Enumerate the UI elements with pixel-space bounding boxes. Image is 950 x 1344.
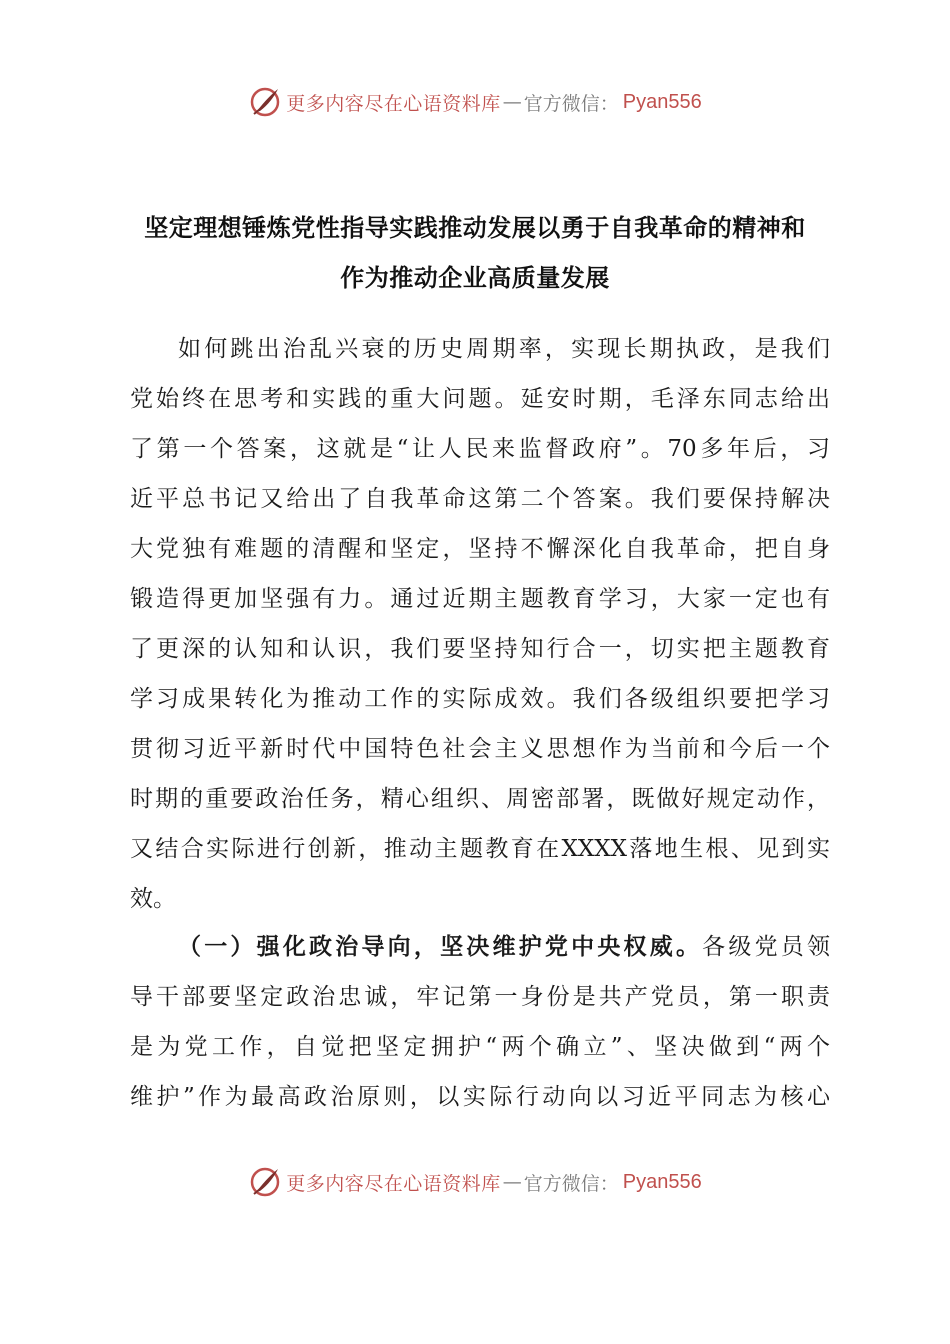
document-title-line-2: 作为推动企业高质量发展	[340, 264, 610, 292]
body-line-lead	[178, 928, 830, 966]
section-heading: （一）强化政治导向，坚决维护党中央权威。	[178, 934, 703, 960]
banner-text: 更多内容尽在心语资料库	[286, 1172, 501, 1195]
document-title-line-1: 坚定理想锤炼党性指导实践推动发展以勇于自我革命的精神和	[144, 214, 806, 242]
banner-contact-label: 官方微信：	[523, 92, 619, 115]
header-banner	[0, 82, 950, 122]
body-line: 效。	[130, 886, 176, 912]
body-line: 了更深的认知和认识，我们要坚持知行合一，切实把主题教育	[130, 636, 830, 662]
body-line: 又结合实际进行创新，推动主题教育在XXXX落地生根、见到实	[130, 836, 830, 862]
section-lead-tail: 各级党员领	[702, 934, 831, 960]
body-line: 学习成果转化为推动工作的实际成效。我们各级组织要把学习	[130, 686, 830, 712]
body-line: 锻造得更加坚强有力。通过近期主题教育学习，大家一定也有	[130, 586, 830, 612]
banner-separator: —	[502, 1171, 522, 1193]
body-line: 维护”作为最高政治原则，以实际行动向以习近平同志为核心	[130, 1084, 830, 1110]
quill-logo-icon	[248, 85, 282, 119]
banner-contact-id: Pyan556	[622, 1170, 702, 1193]
banner-contact-id: Pyan556	[622, 90, 702, 113]
body-line: 了第一个答案，这就是“让人民来监督政府”。70多年后，习	[130, 436, 830, 462]
body-line: 贯彻习近平新时代中国特色社会主义思想作为当前和今后一个	[130, 736, 830, 762]
quill-logo-icon	[248, 1165, 282, 1199]
body-line: 大党独有难题的清醒和坚定，坚持不懈深化自我革命，把自身	[130, 536, 830, 562]
banner-text: 更多内容尽在心语资料库	[286, 92, 501, 115]
banner-contact-label: 官方微信：	[523, 1172, 619, 1195]
body-line: 近平总书记又给出了自我革命这第二个答案。我们要保持解决	[130, 486, 830, 512]
footer-banner	[0, 1162, 950, 1202]
body-line: 时期的重要政治任务，精心组织、周密部署，既做好规定动作，	[130, 786, 830, 812]
banner-separator: —	[502, 91, 522, 113]
body-line: 导干部要坚定政治忠诚，牢记第一身份是共产党员，第一职责	[130, 984, 830, 1010]
body-line: 如何跳出治乱兴衰的历史周期率，实现长期执政，是我们	[178, 336, 830, 362]
body-line: 是为党工作，自觉把坚定拥护“两个确立”、坚决做到“两个	[130, 1034, 830, 1060]
body-line: 党始终在思考和实践的重大问题。延安时期，毛泽东同志给出	[130, 386, 830, 412]
